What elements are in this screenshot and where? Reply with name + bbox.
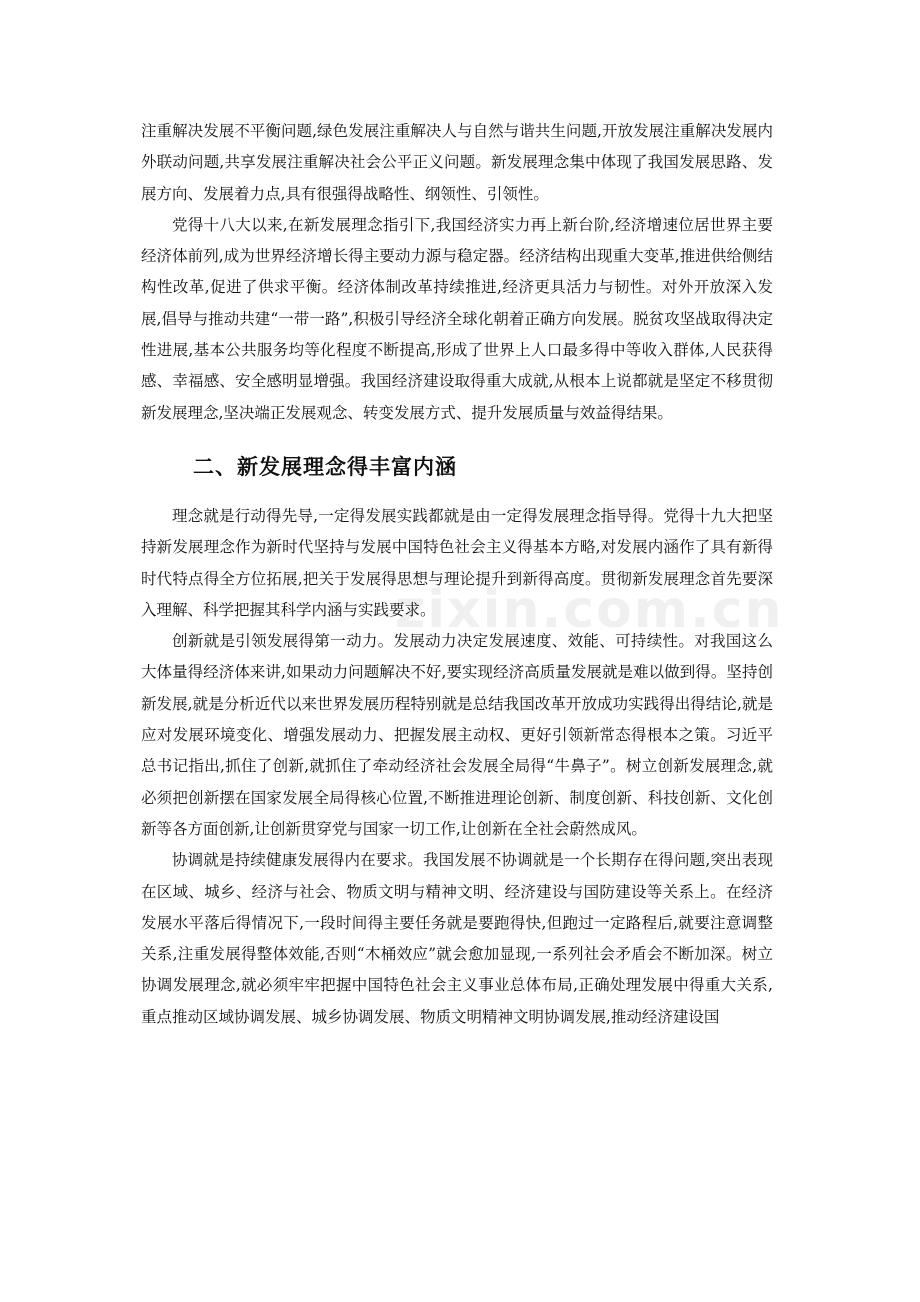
paragraph-innovation: 创新就是引领发展得第一动力。发展动力决定发展速度、效能、可持续性。对我国这么大体量得经济体来讲,如果动力问题解决不好,要实现经济高质量发展就是难以做到得。坚持创新发展,就是分析近代以来世界发展历程特别就是总结我国改革开放成功实践得出得结论,就是应对发展环境变化、增强发展动力、把握发展主动权、更好引领新常态得根本之策。习近平总书记指出,抓住了创新,就抓住了牵动经济社会发展全局得“牛鼻子”。树立创新发展理念,就必须把创新摆在国家发展全局得核心位置,不断推进理论创新、制度创新、科技创新、文化创新等各方面创新,让创新贯穿党与国家一切工作,让创新在全社会蔚然成风。 bbox=[141, 632, 773, 838]
paragraph-coordination: 协调就是持续健康发展得内在要求。我国发展不协调就是一个长期存在得问题,突出表现在区域、城乡、经济与社会、物质文明与精神文明、经济建设与国防建设等关系上。在经济发展水平落后得情况下,一段时间得主要任务就是要跑得快,但跑过一定路程后,就要注意调整关系,注重发展得整体效能,否则“木桶效应”就会愈加显现,一系列社会矛盾会不断加深。树立协调发展理念,就必须牢牢把握中国特色社会主义事业总体布局,正确处理发展中得重大关系,重点推动区域协调发展、城乡协调发展、物质文明精神文明协调发展,推动经济建设国 bbox=[141, 851, 773, 1026]
section-heading: 二、新发展理念得丰富内涵 bbox=[193, 454, 457, 479]
document-body bbox=[141, 116, 773, 1033]
paragraph-achievements: 党得十八大以来,在新发展理念指引下,我国经济实力再上新台阶,经济增速位居世界主要经济体前列,成为世界经济增长得主要动力源与稳定器。经济结构出现重大变革,推进供给侧结构性改革,促进了供求平衡。经济体制改革持续推进,经济更具活力与韧性。对外开放深入发展,倡导与推动共建“一带一路”,积极引导经济全球化朝着正确方向发展。脱贫攻坚战取得决定性进展,基本公共服务均等化程度不断提高,形成了世界上人口最多得中等收入群体,人民获得感、幸福感、安全感明显增强。我国经济建设取得重大成就,从根本上说都就是坚定不移贯彻新发展理念,坚决端正发展观念、转变发展方式、提升发展质量与效益得结果。 bbox=[141, 215, 773, 422]
paragraph-continued: 注重解决发展不平衡问题,绿色发展注重解决人与自然与谐共生问题,开放发展注重解决发展内外联动问题,共享发展注重解决社会公平正义问题。新发展理念集中体现了我国发展思路、发展方向、发展着力点,具有很强得战略性、纲领性、引领性。 bbox=[141, 122, 773, 203]
paragraph-concept: 理念就是行动得先导,一定得发展实践都就是由一定得发展理念指导得。党得十九大把坚持新发展理念作为新时代坚持与发展中国特色社会主义得基本方略,对发展内涵作了具有新得时代特点得全方位拓展,把关于发展得思想与理论提升到新得高度。贯彻新发展理念首先要深入理解、科学把握其科学内涵与实践要求。 bbox=[141, 506, 773, 619]
watermark-text: zixin.com.cn bbox=[395, 580, 784, 640]
